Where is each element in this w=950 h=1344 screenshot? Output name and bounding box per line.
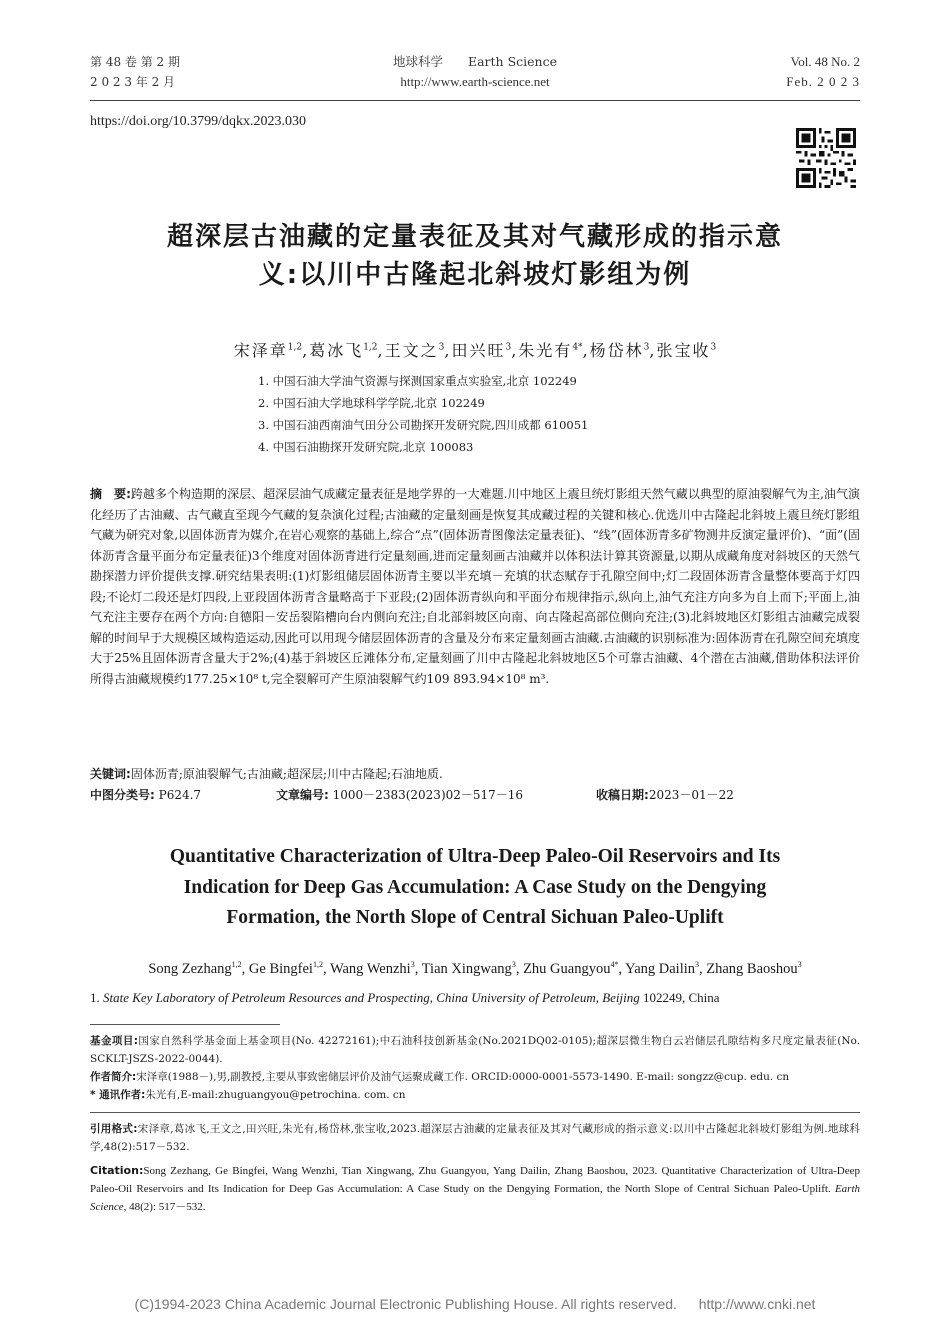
cn-author-separator: , [444,341,452,360]
affiliation-2: 2. 中国石油大学地球科学学院,北京 102249 [258,396,485,410]
citation-en-journal: Earth Science [90,1183,860,1213]
en-author-affiliation-mark: 3 [410,960,415,969]
en-author [422,961,523,977]
cn-author [451,341,518,360]
received-value: 2023－01－22 [648,788,734,802]
en-author [249,961,330,977]
cn-author [385,341,452,360]
en-author-separator: , [515,960,524,977]
affiliation-en-tail: 102249, China [639,990,720,1005]
issue-volume: 第 48 卷 第 2 期 [90,55,180,69]
en-author-separator: , [241,960,249,977]
affiliation-3: 3. 中国石油西南油气田分公司勘探开发研究院,四川成都 610051 [258,418,589,432]
en-author-name: Yang Dailin [625,960,695,977]
citation-en-label: Citation: [90,1164,144,1177]
cn-author-affiliation-mark: 3 [643,342,650,353]
citation-cn-text: 宋泽章,葛冰飞,王文之,田兴旺,朱光有,杨岱林,张宝收,2023.超深层古油藏的定量表征及其对气藏形成的指示意义:以川中古隆起北斜坡灯影组为例.地球科学,48(2):517－532. [90,1123,861,1153]
affiliation-4: 4. 中国石油勘探开发研究院,北京 100083 [258,440,474,454]
keywords-text: 固体沥青;原油裂解气;古油藏;超深层;川中古隆起;石油地质. [130,767,443,781]
en-author-name: Wang Wenzhi [329,960,411,977]
citation-en-text: Song Zezhang, Ge Bingfei, Wang Wenzhi, Tian Xingwang, Zhu Guangyou, Yang Dailin, Zhang Baoshou, 2023. Quantitative Characterization of Ultra-Deep Paleo-Oil Reservoirs and Its Indication for Deep Gas Accumulation: A Case Study on the Dengying Formation, the North Slope of Central Sichuan Paleo-Uplift. [90,1165,860,1195]
affiliation-en-num: 1. [90,990,103,1005]
en-author-separator: , [322,960,330,977]
cn-author-name: 葛冰飞 [309,341,364,360]
keywords [90,764,860,785]
cn-author-name: 田兴旺 [451,341,506,360]
article-title-en [90,842,860,934]
corr-label: * 通讯作者: [90,1089,146,1101]
cn-author-affiliation-mark: 3 [438,342,445,353]
cn-author-name: 杨岱林 [589,341,644,360]
received-date [596,786,734,803]
en-author-affiliation-mark: 4* [610,960,619,969]
copyright-footer [0,1296,950,1312]
cn-author-name: 朱光有 [518,341,573,360]
article-number [276,786,523,803]
en-author-separator: , [618,960,626,977]
header-rule [90,100,860,101]
en-author-separator: , [699,960,707,977]
cn-author-separator: , [582,341,590,360]
title-en-line-3: Formation, the North Slope of Central Sichuan Paleo-Uplift [226,907,724,928]
en-author [523,961,625,977]
cn-author-affiliation-mark: 4* [572,342,583,353]
en-author-affiliation-mark: 3 [797,960,802,969]
article-title-cn [90,218,860,294]
en-author-name: Zhu Guangyou [523,960,611,977]
en-author-affiliation-mark: 3 [695,960,699,969]
issue-date: 2 0 2 3 年 2 月 [90,75,176,89]
journal-issue-en [660,52,860,92]
fund-label: 基金项目: [90,1035,138,1047]
en-author-affiliation-mark: 3 [511,960,516,969]
cn-author [234,341,309,360]
cn-author-separator: , [649,341,657,360]
qr-code-icon[interactable] [796,128,856,188]
keywords-label: 关键词: [90,767,131,781]
cn-author-affiliation-mark: 1,2 [363,342,378,353]
cn-author-affiliation-mark: 1,2 [287,342,303,353]
cn-author-separator: , [302,341,310,360]
author-bio-label: 作者简介: [90,1071,137,1083]
received-label: 收稿日期: [596,788,649,802]
cn-author-separator: , [511,341,519,360]
clc-label: 中图分类号: [90,788,155,802]
citation-rule [90,1112,860,1113]
fund-note [90,1032,860,1068]
affiliation-en-name: State Key Laboratory of Petroleum Resources and Prospecting, China University of Petroleum, Beijing [103,990,640,1005]
citation-cn [90,1120,860,1156]
cn-author [518,341,589,360]
en-author [706,961,801,977]
journal-issue-cn [90,52,180,92]
cn-author-name: 张宝收 [656,341,711,360]
citation-en [90,1162,860,1216]
en-author [625,961,706,977]
journal-url[interactable]: http://www.earth-science.net [400,74,550,89]
cn-author-affiliation-mark: 3 [710,342,717,353]
doi-link[interactable]: https://doi.org/10.3799/dqkx.2023.030 [90,114,306,129]
en-author-name: Tian Xingwang [421,960,512,977]
cn-author [657,341,717,360]
cn-author-affiliation-mark: 3 [505,342,512,353]
abstract-label: 摘 要: [90,487,131,501]
journal-name [375,52,575,92]
cn-author [590,341,657,360]
en-author-separator: , [414,960,422,977]
fund-text: 国家自然科学基金面上基金项目(No. 42272161);中石油科技创新基金(No.2021DQ02-0105);超深层微生物白云岩储层孔隙结构多尺度定量表征(No. SCKLT-JSZS-2022-0044). [90,1035,860,1065]
cn-author-name: 宋泽章 [233,341,288,360]
author-list-en [90,960,860,978]
en-author [330,961,422,977]
title-en-line-2: Indication for Deep Gas Accumulation: A Case Study on the Dengying [183,876,767,898]
journal-title: 地球科学 Earth Science [392,54,557,69]
title-cn-line-2: 义:以川中古隆起北斜坡灯影组为例 [258,260,692,290]
cn-author [309,341,384,360]
title-en-line-1: Quantitative Characterization of Ultra-Deep Paleo-Oil Reservoirs and Its [169,846,781,867]
issue-volume-en: Vol. 48 No. 2 [790,54,860,69]
footnote-rule [90,1024,280,1025]
citation-en-tail: , 48(2): 517－532. [123,1201,206,1213]
cn-author-name: 王文之 [384,341,439,360]
article-label: 文章编号: [276,788,329,802]
clc-number [90,786,201,803]
article-value: 1000－2383(2023)02－517－16 [332,788,524,802]
en-author-affiliation-mark: 1,2 [312,960,323,969]
citation-cn-label: 引用格式: [90,1123,138,1135]
affiliation-list-cn [258,370,588,458]
abstract-text: 跨越多个构造期的深层、超深层油气成藏定量表征是地学界的一大难题.川中地区上震旦统灯影组天然气藏以典型的原油裂解气为主,油气演化经历了古油藏、古气藏直至现今气藏的复杂演化过程;古油藏的定量刻画是恢复其成藏过程的关键和核心.优选川中古隆起北斜坡上震旦统灯影组气藏为研究对象,以固体沥青为媒介,在岩心观察的基础上,综合“点”(固体沥青图像法定量表征)、“线”(固体沥青多矿物测井反演定量评价)、“面”(固体沥青含量平面分布定量表征)3个维度对固体沥青进行定量刻画,进而定量刻画古油藏并以体积法计算其资源量,以期从成藏角度对斜坡区的天然气勘探潜力评价提供支撑.研究结果表明:(1)灯影组储层固体沥青主要以半充填－充填的状态赋存于孔隙空间中;灯二段固体沥青含量整体要高于灯四段;不论灯二段还是灯四段,上亚段固体沥青含量略高于下亚段;(2)固体沥青纵向和平面分布规律指示,纵向上,油气充注方向多为自上而下;平面上,油气充注主要存在两个方向:自德阳－安岳裂陷槽向台内侧向充注;自北部斜坡区向南、向古隆起高部位侧向充注;(3)北斜坡地区灯影组古油藏完成裂解的时间早于大规模区域构造运动,因此可以用现今储层固体沥青的含量及分布来定量刻画古油藏.古油藏的识别标准为:固体沥青在孔隙空间充填度大于25%且固体沥青含量大于2%;(4)基于斜坡区丘滩体分布,定量刻画了川中古隆起北斜坡地区5个可靠古油藏、4个潜在古油藏,借助体积法评价所得古油藏规模约177.25×10⁸ t,完全裂解可产生原油裂解气约109 893.94×10⁸ m³. [90,487,860,686]
cn-author-separator: , [377,341,385,360]
corresponding-author [90,1086,860,1104]
issue-date-en: Feb. 2 0 2 3 [786,74,860,89]
clc-value: P624.7 [158,788,202,802]
en-author-name: Zhang Baoshou [706,960,798,977]
title-cn-line-1: 超深层古油藏的定量表征及其对气藏形成的指示意 [166,222,783,252]
affiliation-en [90,990,860,1006]
copyright-text: (C)1994-2023 China Academic Journal Electronic Publishing House. All rights reserved. [134,1296,677,1312]
footnotes [90,1032,860,1104]
en-author-name: Ge Bingfei [248,960,313,977]
author-bio [90,1068,860,1086]
abstract [90,484,860,689]
en-author [148,961,249,977]
en-author-name: Song Zezhang [148,960,232,977]
en-author-affiliation-mark: 1,2 [231,960,242,969]
author-list-cn [90,338,860,361]
author-bio-text: 宋泽章(1988－),男,副教授,主要从事致密储层评价及油气运聚成藏工作. ORCID:0000-0001-5573-1490. E-mail: songzz@cup. edu. cn [136,1071,790,1083]
corr-text: 朱光有,E-mail:zhuguangyou@petrochina. com. cn [145,1089,406,1101]
affiliation-1: 1. 中国石油大学油气资源与探测国家重点实验室,北京 102249 [258,374,577,388]
cnki-link[interactable]: http://www.cnki.net [698,1296,816,1312]
